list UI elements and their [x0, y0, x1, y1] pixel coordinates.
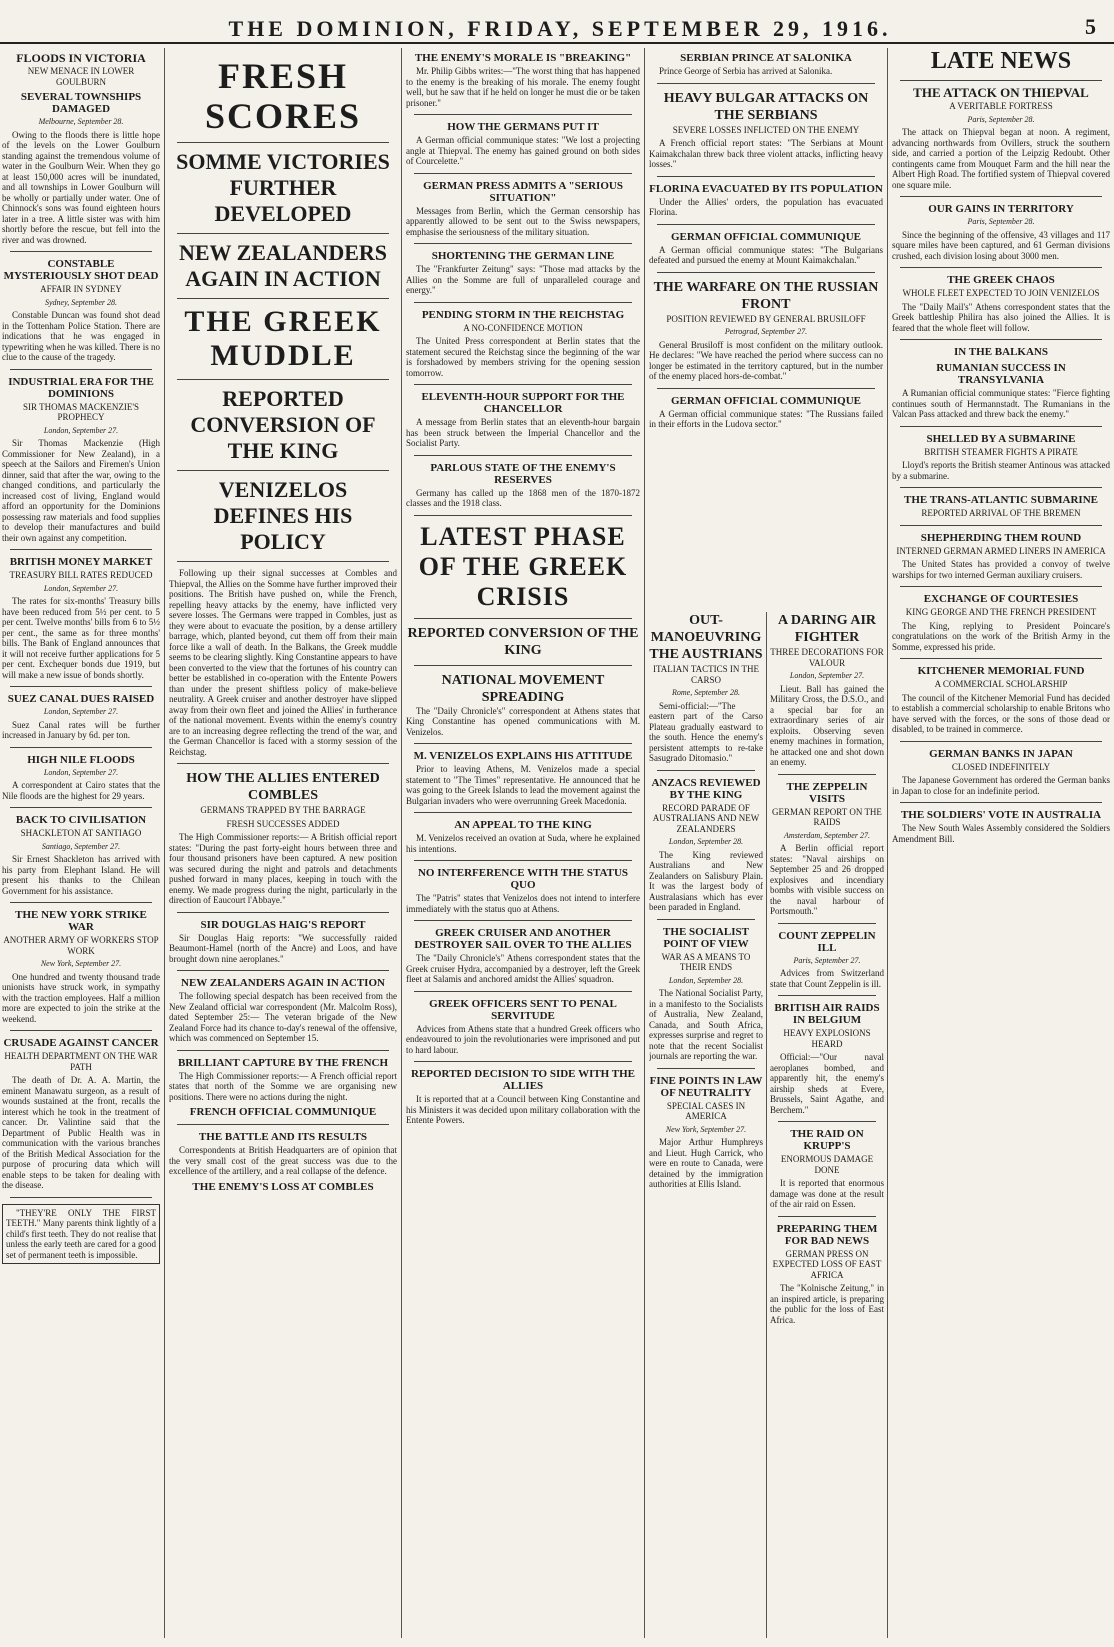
subheadline: GERMANS TRAPPED BY THE BARRAGE	[200, 805, 366, 815]
headline: THE SOCIALIST POINT OF VIEW	[663, 925, 749, 950]
headline: THE NEW YORK STRIKE WAR	[15, 909, 147, 933]
subheadline: ENORMOUS DAMAGE DONE	[780, 1154, 874, 1175]
article-text: Germany has called up the 1868 men of the 1870-1872 classes and the 1918 class.	[406, 487, 640, 508]
divider	[177, 470, 389, 471]
late-news-banner: LATE NEWS	[930, 48, 1072, 74]
headline: ANZACS REVIEWED BY THE KING	[651, 776, 761, 801]
subheadline: SPECIAL CASES IN AMERICA	[666, 1100, 746, 1121]
headline: THE BATTLE AND ITS RESULTS	[198, 1131, 368, 1143]
article-text: The High Commissioner reports:— A British official report states: "During the past forty-eight hours between three and four thousand prisoners have been captured. A new position was secured during the night and patrols and detachments pushed forward in many places, keeping in touch with the enemy. We made progress during the night, particularly in the direction of Eaucourt l'Abbaye."	[169, 832, 397, 905]
divider	[177, 970, 389, 971]
subheadline: GERMAN REPORT ON THE RAIDS	[772, 806, 882, 827]
column-rule	[164, 48, 165, 1638]
column-6	[892, 48, 1110, 1638]
headline: PARLOUS STATE OF THE ENEMY'S RESERVES	[430, 461, 616, 486]
headline: THE ATTACK ON THIEPVAL	[913, 85, 1089, 100]
dateline: London, September 27.	[43, 707, 119, 716]
headline: OUR GAINS IN TERRITORY	[928, 203, 1074, 215]
article-text: The Japanese Government has ordered the German banks in Japan to close for an indefinite period.	[892, 775, 1110, 796]
divider	[778, 774, 876, 775]
subheadline: HEAVY EXPLOSIONS HEARD	[783, 1028, 871, 1049]
headline: GERMAN OFFICIAL COMMUNIQUE	[670, 394, 862, 407]
divider	[414, 920, 632, 921]
subheadline: GERMAN PRESS ON EXPECTED LOSS OF EAST AFRICA	[772, 1248, 882, 1280]
headline-deck: VENIZELOS DEFINES HIS POLICY	[213, 477, 353, 554]
subheadline: REPORTED ARRIVAL OF THE BREMEN	[921, 508, 1081, 518]
headline: RUMANIAN SUCCESS IN TRANSYLVANIA	[936, 362, 1066, 386]
article-text: The "Patris" states that Venizelos does not intend to interfere immediately with the status quo at Athens.	[406, 893, 640, 914]
dateline: Rome, September 28.	[672, 688, 740, 697]
divider	[657, 224, 875, 225]
article-text: General Brusiloff is most confident on the military outlook. He declares: "We have reached the period where success can no longer be estimated in the territory captured, but in the number of the enemy placed hors-de-combat."	[649, 339, 883, 381]
subheadline: POSITION REVIEWED BY GENERAL BRUSILOFF	[666, 313, 866, 324]
main-headline: FRESH SCORES	[204, 56, 362, 136]
headline: GERMAN OFFICIAL COMMUNIQUE	[670, 230, 862, 243]
subheadline: FRESH SUCCESSES ADDED	[226, 818, 340, 829]
divider	[177, 1124, 389, 1125]
article-text: The following special despatch has been received from the New Zealand official war correspondent (Mr. Malcolm Ross), dated September 25:— The veteran brigade of the New Zealand Force had its chance to-day's renewal of the offensive, which was commenced on September 15.	[169, 991, 397, 1043]
headline: ELEVENTH-HOUR SUPPORT FOR THE CHANCELLOR	[421, 391, 625, 415]
dateline: Sydney, September 28.	[45, 297, 117, 307]
column-5a	[649, 612, 763, 1638]
article-text: Mr. Philip Gibbs writes:—"The worst thing that has happened to the enemy is the breaking of his morale. The enemy fought well, but he saw that if he held on longer he must die or be taken prisoner."	[406, 66, 640, 108]
headline: COUNT ZEPPELIN ILL	[778, 929, 876, 954]
divider	[177, 561, 389, 562]
divider	[414, 515, 632, 516]
headline: HOW THE GERMANS PUT IT	[447, 121, 599, 133]
divider	[10, 747, 152, 748]
headline: THE SOLDIERS' VOTE IN AUSTRALIA	[900, 809, 1102, 821]
article-text: Lloyd's reports the British steamer Antinous was attacked by a submarine.	[892, 460, 1110, 481]
divider	[177, 763, 389, 764]
dateline: Paris, September 28.	[967, 114, 1035, 124]
dateline: New York, September 27.	[40, 959, 122, 968]
headline-deck: THE GREEK MUDDLE	[184, 305, 382, 372]
column-2	[169, 48, 397, 1638]
dateline: Melbourne, September 28.	[38, 117, 124, 126]
headline-deck: NEW ZEALANDERS AGAIN IN ACTION	[178, 240, 388, 291]
subheadline: INTERNED GERMAN ARMED LINERS IN AMERICA	[896, 545, 1106, 556]
article-text: A Berlin official report states: "Naval airships on September 25 and 26 dropped explosives and incendiary bombs with visible success on the naval harbour of Portsmouth."	[770, 843, 884, 916]
divider	[657, 83, 875, 84]
divider	[778, 923, 876, 924]
headline: OUT-MANOEUVRING THE AUSTRIANS	[649, 613, 763, 662]
article-text: Prior to leaving Athens, M. Venizelos made a special statement to "The Times" representative. He announced that he was going to the Greek Islands to lead the movement against the Bulgarian invaders who were overrunning Greek Macedonia.	[406, 764, 640, 806]
divider	[10, 549, 152, 550]
headline: THE RAID ON KRUPP'S	[790, 1128, 864, 1152]
article-text: Official:—"Our naval aeroplanes bombed, and apparently hit, the enemy's airship sheds at Evere, Brussels, Saint Agathe, and Berchem."	[770, 1052, 884, 1115]
subheadline: RECORD PARADE OF AUSTRALIANS AND NEW ZEALANDERS	[652, 802, 760, 834]
divider	[414, 302, 632, 303]
article-text: One hundred and twenty thousand trade unionists have struck work, in sympathy with the traction employees. Half a million more are expected to join the strike at the weekend.	[2, 971, 160, 1024]
headline: IN THE BALKANS	[954, 346, 1048, 358]
subheadline: WAR AS A MEANS TO THEIR ENDS	[661, 951, 751, 972]
article-text: Sir Douglas Haig reports: "We successfully raided Beaumont-Hamel (north of the Ancre) and Loos, and have brought down nine aeroplanes."	[169, 932, 397, 964]
divider	[177, 912, 389, 913]
article-text: The council of the Kitchener Memorial Fund has decided to establish a commercial scholarship to enable Britons who have served with the forces, or the sons of those dead or disabled, to be trained in commerce.	[892, 692, 1110, 734]
headline: AN APPEAL TO THE KING	[454, 819, 592, 831]
column-rule	[887, 48, 888, 1638]
article-text: The attack on Thiepval began at noon. A regiment, advancing northwards from Ovillers, struck the southern side, and carried a portion of the Leipzig Redoubt. Other contingents came from Mouquet Farm and the hill near the Albert High Road. The fortified system of Thiepval covered one square mile.	[892, 127, 1110, 190]
headline: THE WARFARE ON THE RUSSIAN FRONT	[653, 279, 879, 312]
divider	[10, 251, 152, 252]
newspaper-title: THE DOMINION, FRIDAY, SEPTEMBER 29, 1916.	[228, 16, 892, 41]
headline: CRUSADE AGAINST CANCER	[3, 1037, 159, 1049]
article-text: The New South Wales Assembly considered the Soldiers Amendment Bill.	[892, 823, 1110, 844]
headline: GERMAN PRESS ADMITS A "SERIOUS SITUATION"	[423, 179, 623, 204]
headline-deck: REPORTED CONVERSION OF THE KING	[407, 625, 639, 658]
article-text: A message from Berlin states that an eleventh-hour bargain has been struck between the Imperial Chancellor and the Socialist Party.	[406, 417, 640, 448]
article-text: The United Press correspondent at Berlin states that the statement secured the Reichstag since the beginning of the war is forshadowed by members striving for the opening session tomorrow.	[406, 336, 640, 378]
divider	[657, 388, 875, 389]
dateline: London, September 27.	[789, 671, 865, 680]
divider	[177, 1050, 389, 1051]
headline: REPORTED DECISION TO SIDE WITH THE ALLIES	[410, 1068, 636, 1092]
article-text: It is reported that enormous damage was done at the result of the air raid on Essen.	[770, 1178, 884, 1209]
divider	[10, 369, 152, 370]
dateline: Petrograd, September 27.	[724, 327, 808, 336]
divider	[177, 233, 389, 234]
divider	[414, 243, 632, 244]
article-text: Messages from Berlin, which the German censorship has apparently allowed to be sent out to the Swiss newspapers, emphasise the seriousness of the military situation.	[406, 205, 640, 237]
article-text: Advices from Switzerland state that Count Zeppelin is ill.	[770, 968, 884, 989]
subheadline: WHOLE FLEET EXPECTED TO JOIN VENIZELOS	[902, 288, 1100, 298]
headline: NEW ZEALANDERS AGAIN IN ACTION	[181, 977, 385, 989]
headline: SEVERAL TOWNSHIPS DAMAGED	[20, 91, 142, 115]
dateline: Amsterdam, September 27.	[784, 830, 870, 840]
article-text: A German official communique states: "The Russians failed in their efforts in the Ludova sector."	[649, 408, 883, 429]
headline: THE ZEPPELIN VISITS	[786, 780, 868, 805]
divider	[414, 114, 632, 115]
headline: SHELLED BY A SUBMARINE	[926, 432, 1076, 445]
lead-paragraph: Following up their signal successes at Combles and Thiepval, the Allies on the Somme have further improved their positions. The British have pushed on, while the French, repelling heavy attacks by the enemy, have inflicted very severe losses. The Germans were trapped in Combles, just as they were about to evacuate the position, by a dense artillery barrage, which, planted beyond, cut them off from their main force like a wall of death. In the Balkans, the Greek muddle seems to be clearing slightly. King Constantine appears to have been converted to the view that the fortunes of his country can better be established in co-operation with the Entente Powers than under the present shiftless policy of make-believe neutrality. A Greek cruiser and another destroyer have slipped away from their own fleet and joined the Allies' in furtherance of the national movement. Events within the enemy's country are to an increasing degree reflecting the trend of the war, and the German Chancellor is faced with a stormy session of the Reichstag.	[169, 568, 397, 757]
headline: NO INTERFERENCE WITH THE STATUS QUO	[417, 867, 629, 891]
headline: BRITISH AIR RAIDS IN BELGIUM	[774, 1002, 880, 1026]
headline: HOW THE ALLIES ENTERED COMBLES	[186, 771, 380, 803]
divider	[900, 339, 1102, 340]
headline: SERBIAN PRINCE AT SALONIKA	[680, 52, 852, 64]
article-text: It is reported that at a Council between King Constantine and his Ministers it was decided upon military collaboration with the Entente Powers.	[406, 1094, 640, 1125]
divider	[900, 80, 1102, 81]
headline: EXCHANGE OF COURTESIES	[923, 593, 1079, 605]
headline: A DARING AIR FIGHTER	[777, 613, 876, 645]
headline: CONSTABLE MYSTERIOUSLY SHOT DEAD	[3, 258, 159, 282]
divider	[900, 487, 1102, 488]
headline: SUEZ CANAL DUES RAISED	[7, 693, 155, 705]
divider	[778, 1121, 876, 1122]
headline: INDUSTRIAL ERA FOR THE DOMINIONS	[8, 375, 154, 400]
article-text: Semi-official:—"The eastern part of the Carso Plateau gradually eastward to the south. Hence the enemy's persistent attempts to re-take Sasugrado Ditomasio."	[649, 700, 763, 763]
divider	[900, 802, 1102, 803]
article-text: The "Daily Chronicle's" Athens correspondent states that the Greek cruiser Hydra, accompanied by a destroyer, left the Greek fleet at Salamis and anchored amidst the Allies' squadron.	[406, 953, 640, 984]
article-text: Constable Duncan was found shot dead in the Tottenham Police Station. There are indications that he was engaged in typewriting when he was killed. There is no clue to the cause of the tragedy.	[2, 310, 160, 362]
divider	[414, 384, 632, 385]
dateline: London, September 28.	[668, 975, 744, 985]
headline: GERMAN BANKS IN JAPAN	[929, 747, 1073, 760]
article-text: The "Daily Mail's" Athens correspondent states that the Greek battleship Philira has also joined the Allies. It is feared that the whole fleet will follow.	[892, 301, 1110, 333]
divider	[10, 686, 152, 687]
advertisement: "THEY'RE ONLY THE FIRST TEETH." Many parents think lightly of a child's first teeth. They do not realise that unless the early teeth are cared for a good set of permanent teeth is impossible.	[2, 1204, 160, 1265]
article-text: M. Venizelos received an ovation at Suda, where he explained his intentions.	[406, 833, 640, 854]
article-text: A German official communique states: "We lost a projecting angle at Thiepval. The enemy has gained ground on both sides of Courcelette."	[406, 135, 640, 166]
subheadline: TREASURY BILL RATES REDUCED	[9, 570, 153, 580]
headline: KITCHENER MEMORIAL FUND	[917, 665, 1085, 677]
dateline: Paris, September 28.	[967, 217, 1035, 226]
headline: THE TRANS-ATLANTIC SUBMARINE	[904, 494, 1098, 506]
article-text: The "Kolnische Zeitung," in an inspired article, is preparing the public for the loss of East Africa.	[770, 1283, 884, 1325]
divider	[10, 1197, 152, 1198]
article-text: Under the Allies' orders, the population has evacuated Florina.	[649, 196, 883, 217]
subheadline: NEW MENACE IN LOWER GOULBURN	[27, 66, 135, 87]
dateline: London, September 27.	[43, 425, 119, 435]
column-3	[406, 48, 640, 1638]
headline: SIR DOUGLAS HAIG'S REPORT	[200, 918, 366, 931]
column-4	[649, 48, 883, 608]
divider	[900, 267, 1102, 268]
article-text: Since the beginning of the offensive, 43 villages and 117 square miles have been captured, and 61 German divisions crushed, each division losing about 3000 men.	[892, 229, 1110, 261]
headline: GREEK OFFICERS SENT TO PENAL SERVITUDE	[429, 997, 617, 1022]
headline: SHORTENING THE GERMAN LINE	[431, 250, 615, 262]
subheadline: AFFAIR IN SYDNEY	[40, 284, 122, 294]
article-text: The "Daily Chronicle's" correspondent at Athens states that King Constantine has opened communications with M. Venizelos.	[406, 705, 640, 737]
column-rule	[766, 612, 767, 1638]
article-text: Owing to the floods there is little hope of the levels on the Lower Goulburn standing against the tremendous volume of water in the Goulburn Weir. When they go at least 150,000 acres will be inundated, and all townships in Lower Goulburn will be wholly or partially under water. One of Chinnock's sons was found eighteen hours later in a tree. A little sister was with him shortly before the rescue, but fell into the river and was drowned.	[2, 129, 160, 245]
headline: HIGH NILE FLOODS	[27, 753, 135, 766]
headline-deck: SOMME VICTORIES FURTHER DEVELOPED	[176, 149, 390, 226]
headline: FLOODS IN VICTORIA	[16, 51, 146, 65]
headline: FLORINA EVACUATED BY ITS POPULATION	[649, 182, 883, 195]
article-text: Sir Thomas Mackenzie (High Commissioner for New Zealand), in a speech at the Sailors and Firemen's Union dinner, said that after the war, owing to the changed conditions, and particularly the increased cost of living, England would afford an opportunity for the Dominions possessing raw materials and food supplies to develop their manufactures and build their own against any competition.	[2, 438, 160, 543]
dateline: New York, September 27.	[665, 1124, 747, 1134]
divider	[414, 860, 632, 861]
article-text: Suez Canal rates will be further increased in January by 6d. per ton.	[2, 719, 160, 740]
divider	[414, 173, 632, 174]
column-5b	[770, 612, 884, 1638]
headline-deck: LATEST PHASE OF THE GREEK CRISIS	[418, 521, 628, 611]
article-text: Advices from Athens state that a hundred Greek officers who endeavoured to join the revolutionaries were imprisoned and put to hard labour.	[406, 1023, 640, 1055]
dateline: Paris, September 27.	[793, 955, 861, 965]
headline: HEAVY BULGAR ATTACKS ON THE SERBIANS	[663, 90, 869, 123]
article-text: The National Socialist Party, in a manifesto to the Socialists of Australia, New Zealand, Canada, and South Africa, expresses surprise and regret to note that the recent Socialist journals are reporting the war.	[649, 988, 763, 1061]
subheadline: CLOSED INDEFINITELY	[951, 761, 1051, 772]
divider	[900, 741, 1102, 742]
divider	[900, 426, 1102, 427]
headline: PENDING STORM IN THE REICHSTAG	[421, 308, 625, 321]
divider	[900, 586, 1102, 587]
article-text: A French official report states: "The Serbians at Mount Kaimakchalan threw back three violent attacks, inflicting heavy losses."	[649, 138, 883, 169]
divider	[657, 176, 875, 177]
subheadline: KING GEORGE AND THE FRENCH PRESIDENT	[905, 607, 1097, 617]
divider	[414, 812, 632, 813]
headline: SHEPHERDING THEM ROUND	[920, 531, 1082, 544]
subheadline: A COMMERCIAL SCHOLARSHIP	[934, 679, 1068, 689]
headline: BRITISH MONEY MARKET	[9, 556, 153, 568]
masthead	[0, 0, 1114, 44]
headline-deck: REPORTED CONVERSION OF THE KING	[190, 386, 376, 463]
article-text: Lieut. Ball has gained the Military Cross, the D.S.O., and a special bar for an extraordinary series of air exploits. Observing seven enemy machines in formation, he attacked one and shot down an enemy.	[770, 683, 884, 767]
headline: THE GREEK CHAOS	[947, 274, 1055, 286]
subheadline: ANOTHER ARMY OF WORKERS STOP WORK	[3, 935, 159, 956]
divider	[177, 142, 389, 143]
dateline: London, September 27.	[43, 583, 119, 593]
article-text: Correspondents at British Headquarters are of opinion that the very small cost of the great success was due to the excellence of the artillery, and a real collapse of the defence.	[169, 1145, 397, 1176]
column-rule	[401, 48, 402, 1638]
divider	[657, 272, 875, 273]
subheadline: A VERITABLE FORTRESS	[949, 101, 1053, 111]
divider	[414, 665, 632, 666]
headline: M. VENIZELOS EXPLAINS HIS ATTITUDE	[413, 750, 633, 762]
divider	[657, 919, 755, 920]
subheadline: A NO-CONFIDENCE MOTION	[463, 322, 583, 333]
divider	[778, 995, 876, 996]
divider	[10, 807, 152, 808]
divider	[177, 379, 389, 380]
column-1	[2, 48, 160, 1638]
article-text: The rates for six-months' Treasury bills have been reduced from 5½ per cent. to 5 per cent. Twelve months' bills from 6 to 5½ per cent., the same as for three months' bills. The Bank of England announces that it will not receive further applications for 5 per cent. Exchequer bonds due 1919, but will make a new issue of bonds shortly.	[2, 596, 160, 680]
divider	[10, 902, 152, 903]
headline: BRILLIANT CAPTURE BY THE FRENCH	[177, 1056, 389, 1069]
divider	[414, 743, 632, 744]
article-text: Major Arthur Humphreys and Lieut. Hugh Carrick, who were en route to Canada, were detained by the immigration authorities at Ellis Island.	[649, 1137, 763, 1189]
divider	[414, 618, 632, 619]
headline-deck: NATIONAL MOVEMENT SPREADING	[441, 672, 605, 705]
article-text: The High Commissioner reports:— A French official report states that north of the Somme we are organising new positions. There were no actions during the night.	[169, 1070, 397, 1102]
dateline: London, September 27.	[43, 767, 119, 777]
divider	[414, 991, 632, 992]
article-text: The "Frankfurter Zeitung" says: "Those mad attacks by the Allies on the Somme are full of unparalleled courage and energy."	[406, 264, 640, 295]
page-number: 5	[1085, 14, 1096, 39]
divider	[657, 770, 755, 771]
divider	[414, 455, 632, 456]
article-text: The United States has provided a convoy of twelve warships for two interned German auxiliary cruisers.	[892, 559, 1110, 580]
article-text: Sir Ernest Shackleton has arrived with his party from Elephant Island. He will present his thanks to the Chilean Government for his assistance.	[2, 854, 160, 896]
headline: THE ENEMY'S LOSS AT COMBLES	[192, 1180, 374, 1193]
subheadline: ITALIAN TACTICS IN THE CARSO	[653, 664, 759, 685]
article-text: A German official communique states: "The Bulgarians defeated and pursued the enemy at Mount Kaimakchalan."	[649, 244, 883, 265]
divider	[900, 196, 1102, 197]
article-text: Prince George of Serbia has arrived at Salonika.	[659, 66, 833, 76]
article-text: A Rumanian official communique states: "Fierce fighting continues south of Hermannstadt. The Rumanians in the Valcan Pass attacked and threw back the enemy."	[892, 388, 1110, 419]
dateline: Santiago, September 27.	[41, 841, 121, 851]
headline: FRENCH OFFICIAL COMMUNIQUE	[189, 1106, 377, 1118]
headline: FINE POINTS IN LAW OF NEUTRALITY	[649, 1074, 763, 1099]
column-rule	[644, 48, 645, 1638]
subheadline: THREE DECORATIONS FOR VALOUR	[770, 647, 884, 668]
divider	[778, 1216, 876, 1217]
subheadline: HEALTH DEPARTMENT ON THE WAR PATH	[4, 1051, 158, 1072]
headline: PREPARING THEM FOR BAD NEWS	[776, 1222, 878, 1247]
article-text: A correspondent at Cairo states that the Nile floods are the highest for 29 years.	[2, 780, 160, 801]
article-text: The death of Dr. A. A. Martin, the eminent Manawatu surgeon, as a result of wounds sustained at the front, recalls the interest which he took in the treatment of cancer. Dr. Valintine said that the Department of Public Health was in communication with the various branches of the British Medical Association for the purpose of procuring data which will enable steps to be taken for dealing with the disease.	[2, 1075, 160, 1190]
divider	[657, 1068, 755, 1069]
subheadline: SIR THOMAS MACKENZIE'S PROPHECY	[23, 401, 139, 422]
article-text: The King reviewed Australians and New Zealanders on Salisbury Plain. It was the largest body of Australasians which has ever been paraded in England.	[649, 849, 763, 912]
headline: BACK TO CIVILISATION	[15, 814, 147, 826]
dateline: London, September 28.	[668, 837, 744, 846]
divider	[900, 658, 1102, 659]
article-text: The King, replying to President Poincare's congratulations on the work of the British Army in the Somme, expressed his pride.	[892, 620, 1110, 652]
divider	[414, 1061, 632, 1062]
divider	[177, 298, 389, 299]
subheadline: BRITISH STEAMER FIGHTS A PIRATE	[924, 446, 1078, 457]
subheadline: SEVERE LOSSES INFLICTED ON THE ENEMY	[672, 124, 860, 135]
divider	[10, 1030, 152, 1031]
subheadline: SHACKLETON AT SANTIAGO	[20, 828, 142, 838]
headline: THE ENEMY'S MORALE IS "BREAKING"	[414, 52, 632, 64]
headline: GREEK CRUISER AND ANOTHER DESTROYER SAIL OVER TO THE ALLIES	[414, 927, 632, 951]
divider	[900, 525, 1102, 526]
